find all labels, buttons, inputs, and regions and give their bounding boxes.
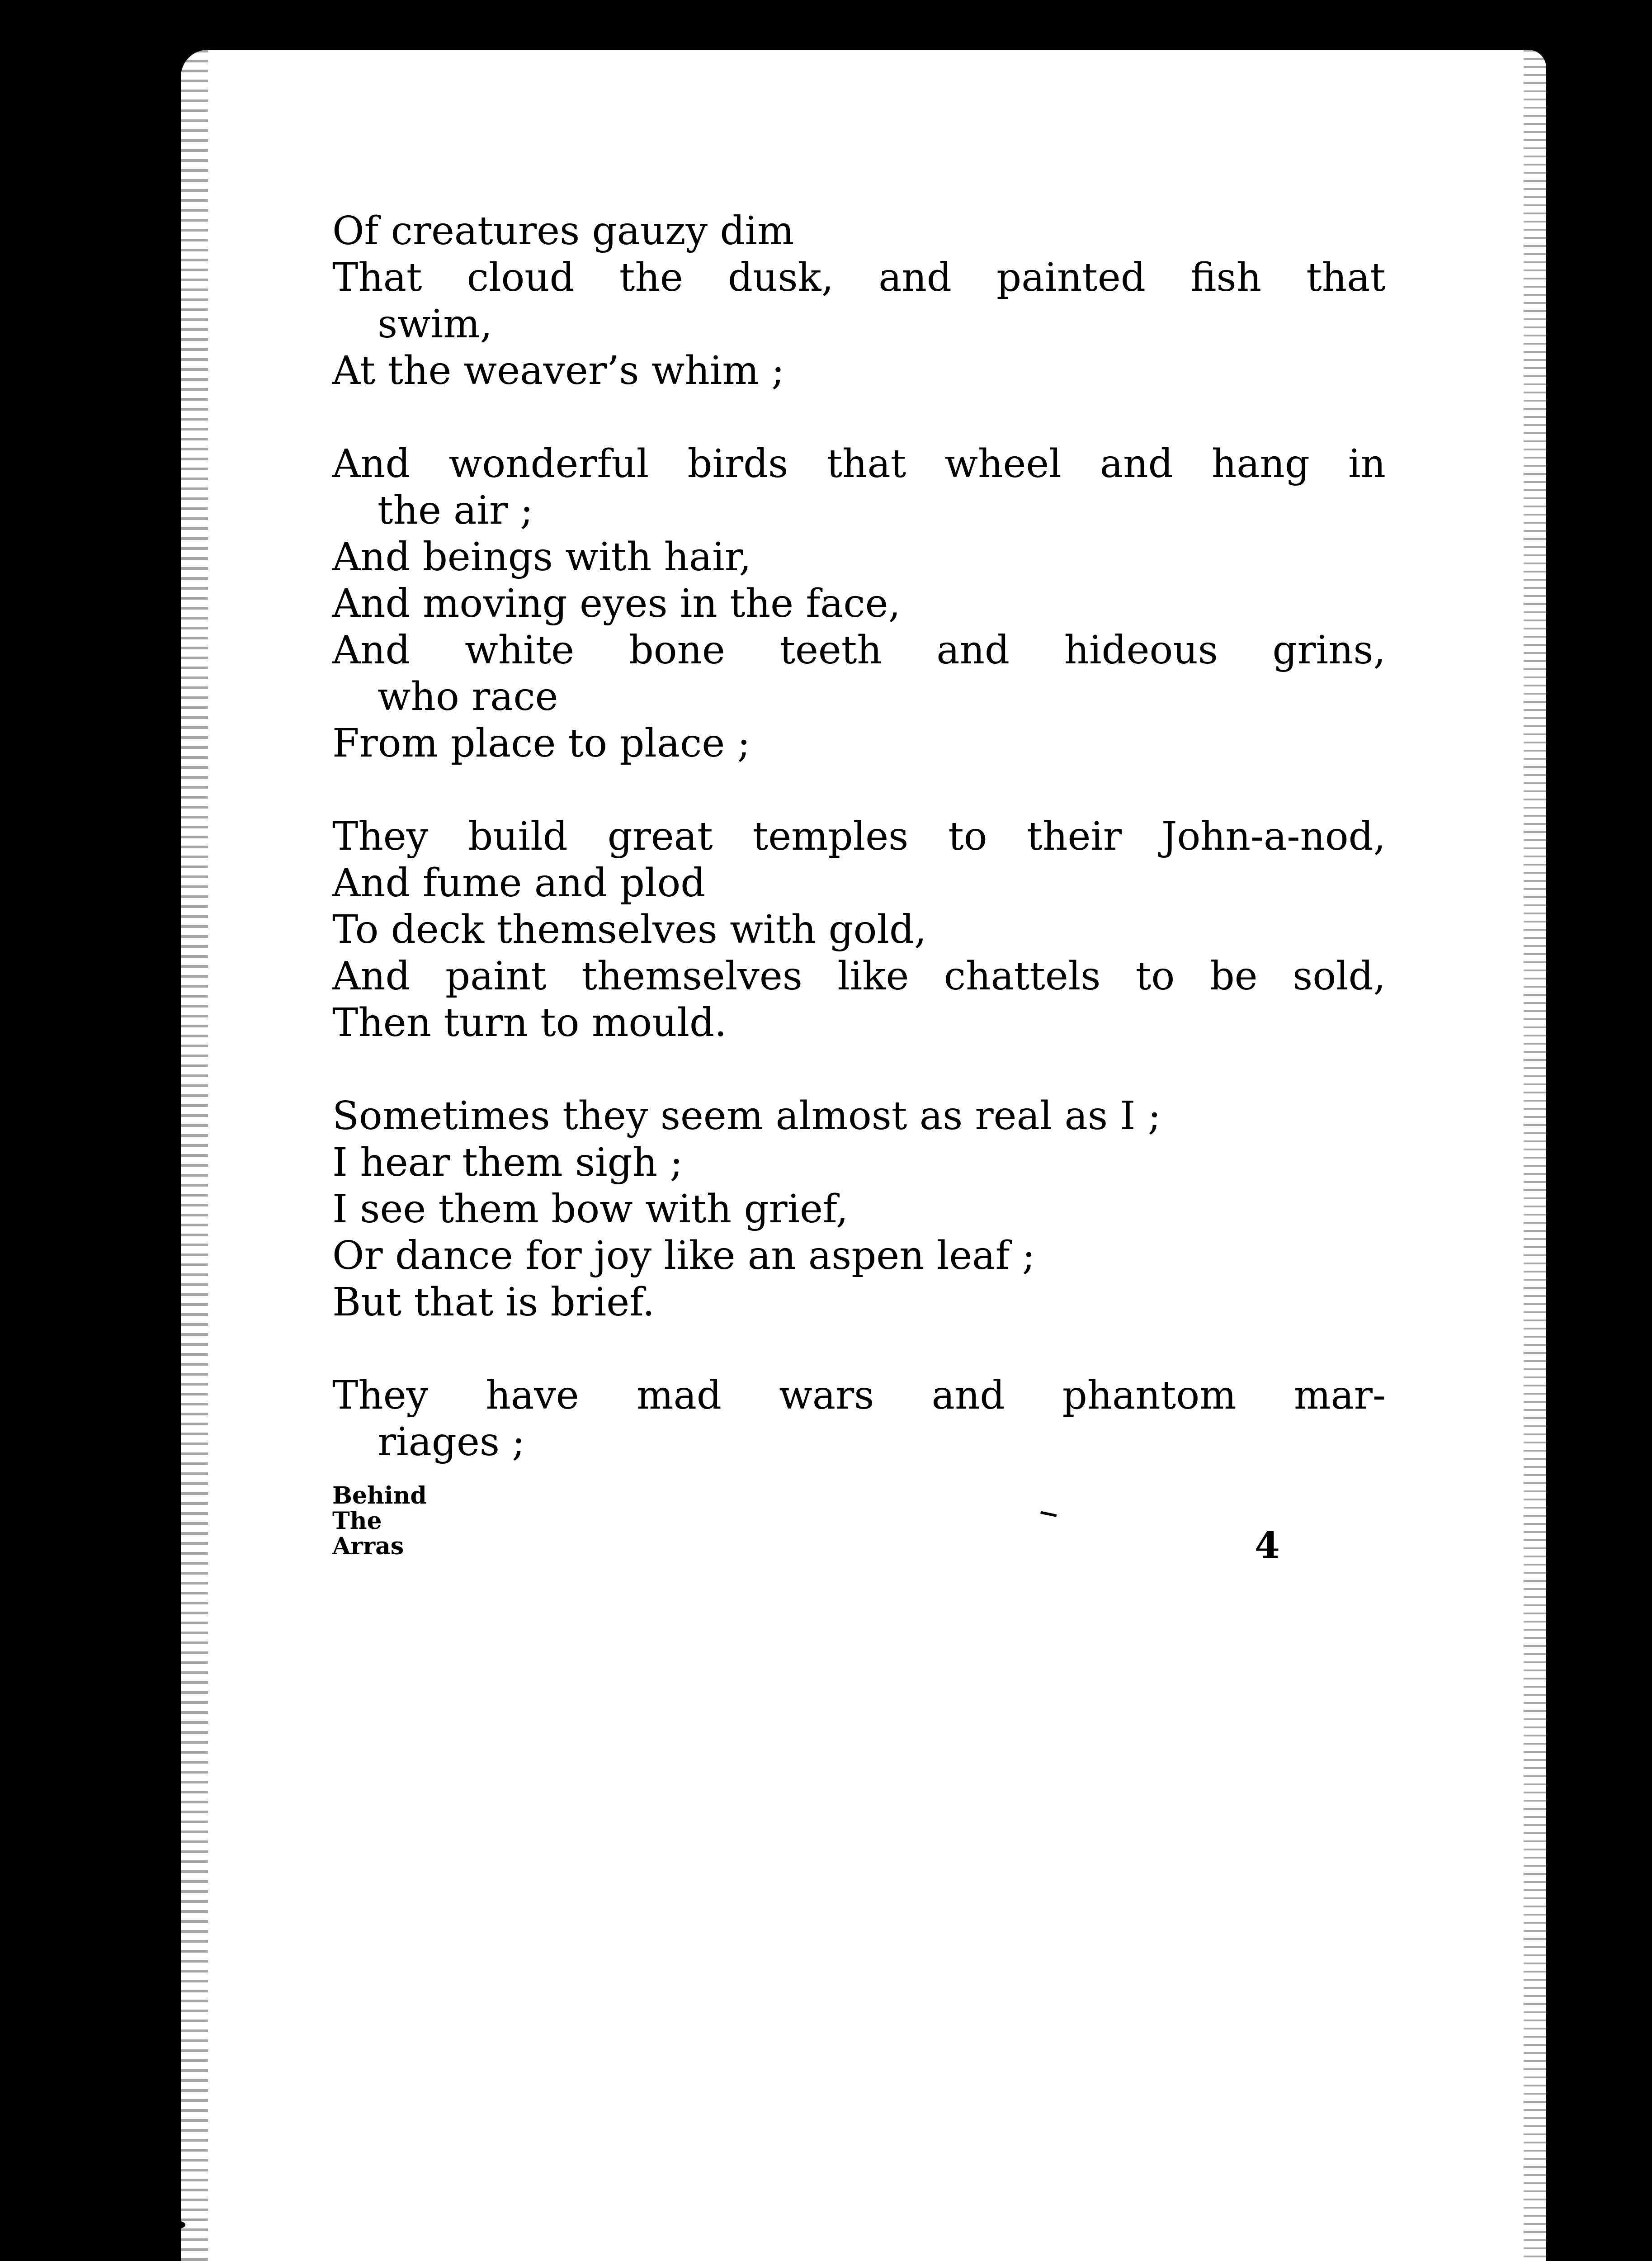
verse-line: And white bone teeth and hideous grins, [332, 628, 1386, 673]
verse-line: And paint themselves like chattels to be sold, [332, 954, 1386, 999]
verse-line: And wonderful birds that wheel and hang in [332, 441, 1386, 487]
verse-line: To deck themselves with gold, [332, 907, 927, 952]
verse-line: And fume and plod [332, 861, 706, 906]
running-title-line-3: Arras [332, 1533, 404, 1560]
verse-line: Sometimes they seem almost as real as I ; [332, 1093, 1161, 1139]
verse-line: They have mad wars and phantom mar- [332, 1373, 1386, 1418]
stanza [332, 208, 1386, 394]
verse-line: I see them bow with grief, [332, 1187, 849, 1232]
verse-line: And moving eyes in the face, [332, 581, 901, 626]
verse-line: And beings with hair, [332, 535, 751, 580]
verse-line: I hear them sigh ; [332, 1140, 683, 1185]
stanza [332, 1093, 1386, 1326]
stanza [332, 441, 1386, 767]
verse-line: That cloud the dusk, and painted fish that [332, 255, 1386, 300]
stanza [332, 814, 1386, 1046]
verse-line: At the weaver’s whim ; [332, 348, 785, 393]
verse-line: Or dance for joy like an aspen leaf ; [332, 1233, 1035, 1278]
verse-line: They build great temples to their John-a-nod, [332, 814, 1386, 859]
verse-line: the air ; [378, 488, 533, 533]
verse-line: From place to place ; [332, 721, 750, 766]
stanza [332, 1372, 1386, 1466]
page-fore-edge [1524, 50, 1546, 2261]
verse-line: riages ; [378, 1419, 525, 1465]
running-title-line-1: Behind [332, 1482, 427, 1509]
running-title-line-2: The [332, 1507, 382, 1535]
verse-line: Of creatures gauzy dim [332, 208, 794, 254]
verse-line: who race [378, 674, 558, 719]
verse-line: But that is brief. [332, 1280, 655, 1325]
page-number: 4 [1255, 1524, 1280, 1566]
running-title [332, 1483, 427, 1559]
page-gutter-edge [181, 50, 208, 2261]
verse-line: swim, [378, 302, 493, 347]
poem-body [332, 208, 1386, 1512]
verse-line: Then turn to mould. [332, 1000, 727, 1045]
ink-smudge [163, 2220, 185, 2229]
